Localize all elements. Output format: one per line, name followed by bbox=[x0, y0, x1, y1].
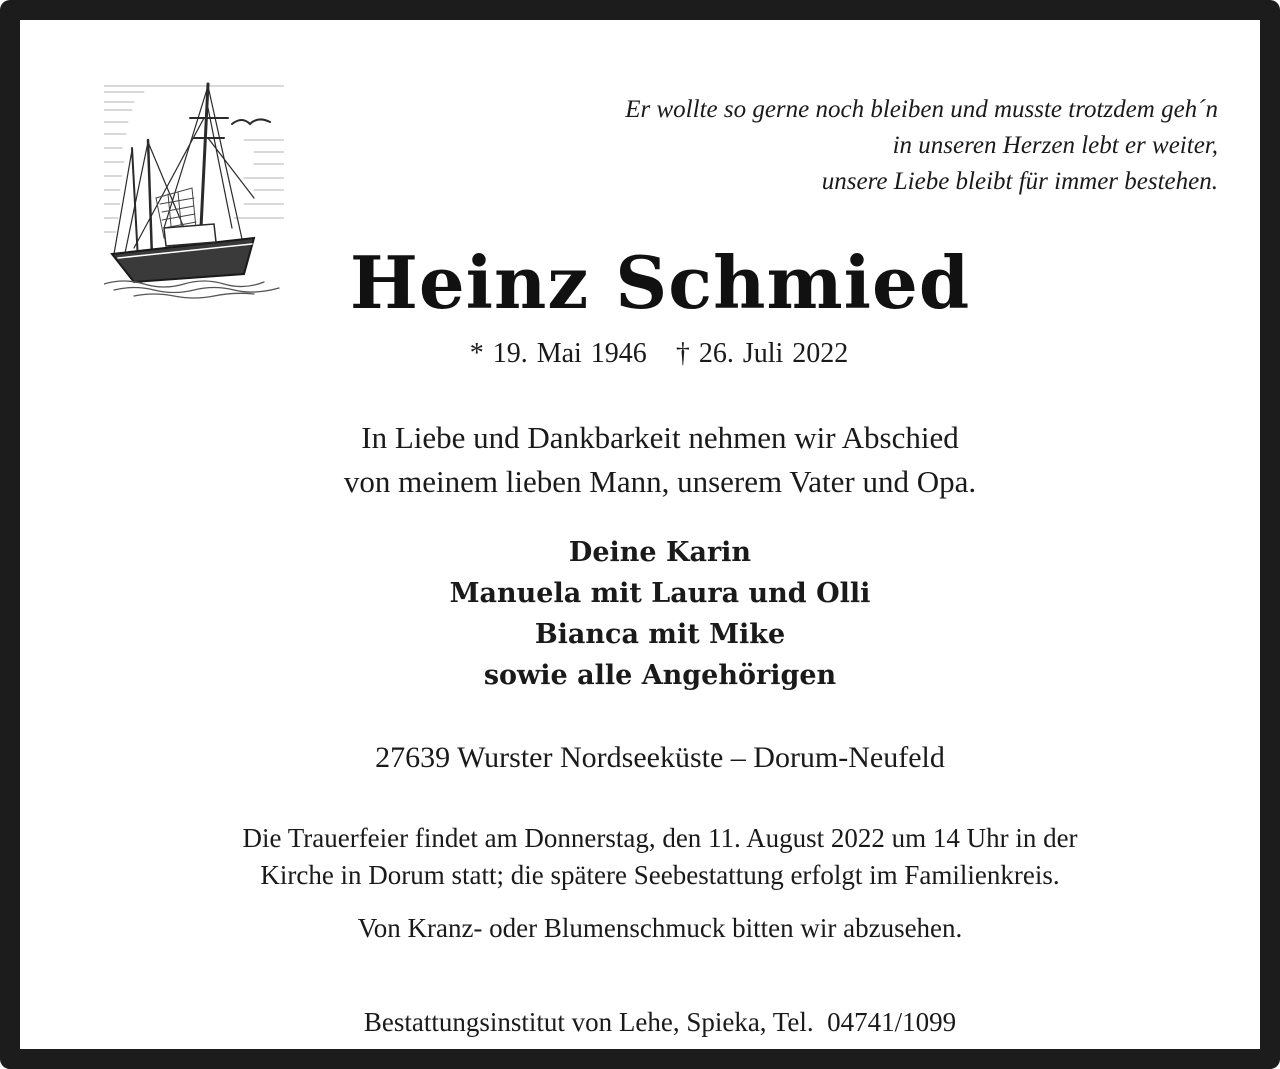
mourner-line: sowie alle Angehörigen bbox=[483, 660, 837, 691]
mourner-line: Deine Karin bbox=[568, 537, 752, 568]
deceased-name: Heinz Schmied bbox=[349, 240, 971, 325]
funeral-line: Kirche in Dorum statt; die spätere Seebestattung erfolgt im Familienkreis. bbox=[260, 860, 1060, 890]
mourner-line: Bianca mit Mike bbox=[534, 619, 786, 650]
quote-line: unsere Liebe bleibt für immer bestehen. bbox=[821, 168, 1218, 195]
flowers-notice: Von Kranz- oder Blumenschmuck bitten wir abzusehen. bbox=[357, 913, 963, 943]
mourner-line: Manuela mit Laura und Olli bbox=[449, 578, 871, 609]
life-dates bbox=[19, 334, 1280, 374]
farewell-line: von meinem lieben Mann, unserem Vater und Opa. bbox=[343, 464, 977, 499]
mourners-list bbox=[20, 532, 1280, 696]
address: 27639 Wurster Nordseeküste – Dorum-Neufeld bbox=[375, 741, 945, 774]
farewell-line: In Liebe und Dankbarkeit nehmen wir Abschied bbox=[361, 420, 959, 455]
memorial-quote bbox=[318, 92, 1218, 200]
funeral-line: Die Trauerfeier findet am Donnerstag, den 11. August 2022 um 14 Uhr in der bbox=[242, 823, 1078, 853]
quote-line: Er wollte so gerne noch bleiben und musste trotzdem geh´n bbox=[625, 96, 1218, 123]
undertaker-contact: Bestattungsinstitut von Lehe, Spieka, Tel. 04741/1099 bbox=[363, 1007, 957, 1037]
farewell-text bbox=[20, 416, 1280, 504]
quote-line: in unseren Herzen lebt er weiter, bbox=[892, 132, 1218, 159]
birth-date: * 19. Mai 1946 bbox=[469, 338, 647, 369]
funeral-notice bbox=[20, 820, 1280, 894]
death-date: † 26. Juli 2022 bbox=[675, 338, 849, 369]
